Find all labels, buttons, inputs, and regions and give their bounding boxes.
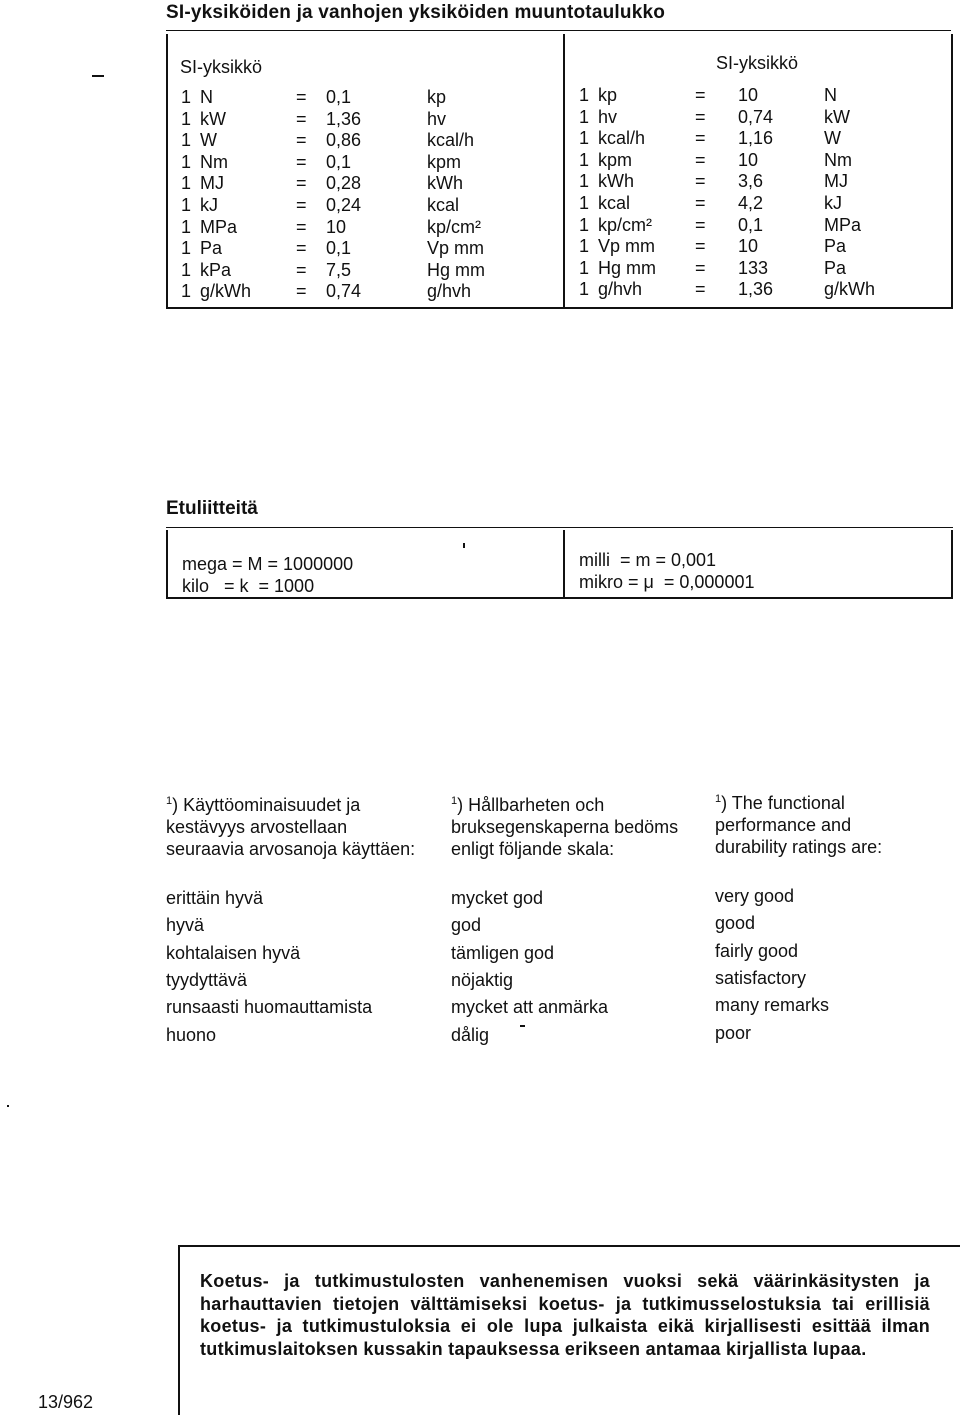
notice-left-border xyxy=(178,1245,180,1415)
left-conversion-value: 0,74 xyxy=(326,281,362,302)
rating-item: nöjaktig xyxy=(451,970,514,990)
left-conversion-one: 1 xyxy=(181,281,192,302)
right-conversion-one: 1 xyxy=(579,128,590,149)
title-underline xyxy=(166,30,951,31)
right-conversion-value: 1,16 xyxy=(738,128,774,149)
left-conversion-old: Vp mm xyxy=(427,238,485,259)
left-conversion-old: Hg mm xyxy=(427,259,485,280)
prefix-mega: mega = M = 1000000 xyxy=(182,554,354,574)
left-conversion-one: 1 xyxy=(181,238,192,259)
left-conversion-eq: = xyxy=(296,151,307,172)
rating-intro-sv: $^1$) Hållbarheten och bruksegenskaperna bedöms enligt följande skala: xyxy=(451,795,679,859)
right-conversion-value: 4,2 xyxy=(738,193,764,213)
left-conversion-old: kpm xyxy=(427,151,462,172)
rating-item: hyvä xyxy=(166,915,205,935)
left-conversion-unit: kJ xyxy=(200,195,218,215)
prefix-top-rule xyxy=(166,527,953,528)
rating-item: runsaasti huomauttamista xyxy=(166,997,373,1017)
left-conversion-unit: kW xyxy=(200,108,226,129)
table-left-border xyxy=(166,34,168,308)
left-conversion-value: 0,1 xyxy=(326,238,352,259)
left-conversion-value: 0,86 xyxy=(326,130,362,151)
left-conversion-value: 0,28 xyxy=(326,173,362,194)
right-conversion-one: 1 xyxy=(579,171,590,192)
prefix-kilo: kilo = k = 1000 xyxy=(182,576,315,596)
left-conversion-eq: = xyxy=(296,108,307,129)
prefix-milli: milli = m = 0,001 xyxy=(579,550,717,570)
left-conversion-unit: g/kWh xyxy=(200,281,252,302)
left-conversion-unit: Nm xyxy=(200,151,228,172)
left-conversion-value: 0,1 xyxy=(326,151,352,172)
prefix-divider xyxy=(563,530,565,598)
left-conversion-eq: = xyxy=(296,130,307,151)
left-conversion-value: 0,24 xyxy=(326,195,362,215)
rating-item: poor xyxy=(715,1023,752,1043)
right-conversion-si: Pa xyxy=(824,236,847,257)
left-conversion-unit: MPa xyxy=(200,216,238,237)
table-right-border xyxy=(951,34,953,308)
right-conversion-one: 1 xyxy=(579,106,590,127)
left-conversion-one: 1 xyxy=(181,195,192,215)
rating-item: dålig xyxy=(451,1025,490,1045)
right-conversion-one: 1 xyxy=(579,236,590,257)
left-conversion-eq: = xyxy=(296,87,307,107)
left-conversion-old: kp/cm² xyxy=(427,216,481,237)
right-conversion-si: MPa xyxy=(824,214,862,235)
right-conversion-one: 1 xyxy=(579,279,590,300)
right-conversion-eq: = xyxy=(695,193,706,213)
rating-item: fairly good xyxy=(715,941,799,961)
right-conversion-unit: g/hvh xyxy=(598,279,643,300)
right-conversion-eq: = xyxy=(695,149,706,170)
right-conversion-one: 1 xyxy=(579,214,590,235)
left-conversion-eq: = xyxy=(296,238,307,259)
left-conversion-eq: = xyxy=(296,216,307,237)
left-conversion-one: 1 xyxy=(181,130,192,151)
rating-item: huono xyxy=(166,1025,217,1045)
right-conversion-eq: = xyxy=(695,236,706,257)
table-divider xyxy=(563,34,565,308)
rating-item: tyydyttävä xyxy=(166,970,248,990)
left-conversion-one: 1 xyxy=(181,108,192,129)
stray-dash xyxy=(520,1025,525,1027)
left-conversion-eq: = xyxy=(296,281,307,302)
right-conversion-unit: hv xyxy=(598,106,618,127)
right-conversion-eq: = xyxy=(695,214,706,235)
left-conversion-old: kcal xyxy=(427,195,460,215)
rating-intro-en: $^1$) The functional performance and durability ratings are: xyxy=(715,793,883,857)
right-conversion-unit: kcal/h xyxy=(598,128,646,149)
rating-item: very good xyxy=(715,886,795,906)
left-conversion-eq: = xyxy=(296,259,307,280)
rating-item: tämligen god xyxy=(451,943,555,963)
left-conversion-one: 1 xyxy=(181,259,192,280)
left-conversion-old: g/hvh xyxy=(427,281,472,302)
page-title: SI-yksiköiden ja vanhojen yksiköiden muuntotaulukko xyxy=(166,2,666,23)
prefix-right-border xyxy=(951,530,953,598)
rating-item: kohtalaisen hyvä xyxy=(166,943,301,963)
right-conversion-eq: = xyxy=(695,257,706,278)
right-conversion-unit: Vp mm xyxy=(598,236,656,257)
right-conversion-si: N xyxy=(824,85,837,105)
table-bottom-border xyxy=(166,307,953,309)
page-number: 13/962 xyxy=(38,1392,94,1412)
right-conversion-value: 3,6 xyxy=(738,171,764,192)
right-conversion-unit: kWh xyxy=(598,171,634,192)
right-conversion-value: 0,74 xyxy=(738,106,774,127)
right-conversion-eq: = xyxy=(695,171,706,192)
left-conversion-one: 1 xyxy=(181,151,192,172)
right-conversion-unit: Hg mm xyxy=(598,257,656,278)
right-conversion-si: kW xyxy=(824,106,850,127)
left-conversion-eq: = xyxy=(296,173,307,194)
stray-dash xyxy=(92,75,104,77)
left-conversion-unit: N xyxy=(200,87,213,107)
right-conversion-value: 10 xyxy=(738,85,759,105)
right-conversion-one: 1 xyxy=(579,257,590,278)
left-conversion-unit: MJ xyxy=(200,173,224,194)
left-conversion-unit: Pa xyxy=(200,238,223,259)
right-conversion-eq: = xyxy=(695,128,706,149)
right-conversion-si: W xyxy=(824,128,841,149)
left-conversion-old: kp xyxy=(427,87,447,107)
left-conversion-one: 1 xyxy=(181,216,192,237)
right-conversion-si: kJ xyxy=(824,193,842,213)
left-conversion-old: kcal/h xyxy=(427,130,475,151)
rating-item: good xyxy=(715,913,756,933)
rating-item: many remarks xyxy=(715,995,830,1015)
right-conversion-unit: kcal xyxy=(598,193,631,213)
right-conversion-value: 133 xyxy=(738,257,769,278)
stray-tick xyxy=(463,543,465,548)
right-conversion-eq: = xyxy=(695,106,706,127)
right-conversion-value: 1,36 xyxy=(738,279,774,300)
rating-item: satisfactory xyxy=(715,968,807,988)
prefix-bottom-rule xyxy=(166,597,953,599)
rating-item: mycket god xyxy=(451,888,544,908)
right-conversion-one: 1 xyxy=(579,193,590,213)
left-conversion-value: 1,36 xyxy=(326,108,362,129)
right-header: SI-yksikkö xyxy=(716,53,799,73)
right-conversion-si: Nm xyxy=(824,149,852,170)
right-conversion-one: 1 xyxy=(579,85,590,105)
left-header: SI-yksikkö xyxy=(180,57,263,77)
rating-item: erittäin hyvä xyxy=(166,888,264,908)
right-conversion-si: MJ xyxy=(824,171,848,192)
rating-intro-fi: $^1$) Käyttöominaisuudet ja kestävyys arvostellaan seuraavia arvosanoja käyttäen: xyxy=(166,795,416,859)
prefix-left-border xyxy=(166,530,168,598)
right-conversion-unit: kp/cm² xyxy=(598,214,652,235)
right-conversion-eq: = xyxy=(695,279,706,300)
right-conversion-unit: kpm xyxy=(598,149,633,170)
left-conversion-value: 10 xyxy=(326,216,347,237)
right-conversion-eq: = xyxy=(695,85,706,105)
right-conversion-si: g/kWh xyxy=(824,279,876,300)
left-conversion-one: 1 xyxy=(181,173,192,194)
left-conversion-one: 1 xyxy=(181,87,192,107)
left-conversion-unit: W xyxy=(200,130,217,151)
right-conversion-value: 10 xyxy=(738,149,759,170)
rating-item: god xyxy=(451,915,482,935)
prefix-mikro: mikro = μ = 0,000001 xyxy=(579,572,755,592)
left-conversion-old: hv xyxy=(427,108,447,129)
left-conversion-eq: = xyxy=(296,195,307,215)
left-conversion-unit: kPa xyxy=(200,259,232,280)
stray-dot xyxy=(7,1105,9,1107)
right-conversion-value: 10 xyxy=(738,236,759,257)
left-conversion-value: 7,5 xyxy=(326,259,352,280)
left-conversion-old: kWh xyxy=(427,173,463,194)
left-conversion-value: 0,1 xyxy=(326,87,352,107)
right-conversion-unit: kp xyxy=(598,85,618,105)
prefix-section-title: Etuliitteitä xyxy=(166,498,258,519)
right-conversion-value: 0,1 xyxy=(738,214,764,235)
right-conversion-one: 1 xyxy=(579,149,590,170)
notice-top-border xyxy=(178,1245,960,1247)
notice-text: Koetus- ja tutkimustulosten vanhenemisen vuoksi sekä väärinkäsitysten ja harhauttavien tietojen välttämiseksi koetus- ja tutkimusselostuksia tai erillisiä koetus- ja tutkimustuloksia ei ole lupa julkaista eikä kirjallisesti esittää ilman tutkimuslaitoksen kussakin tapauksessa erikseen antamaa kirjallista lupaa. xyxy=(200,1271,930,1359)
right-conversion-si: Pa xyxy=(824,257,847,278)
rating-item: mycket att anmärka xyxy=(451,997,609,1017)
